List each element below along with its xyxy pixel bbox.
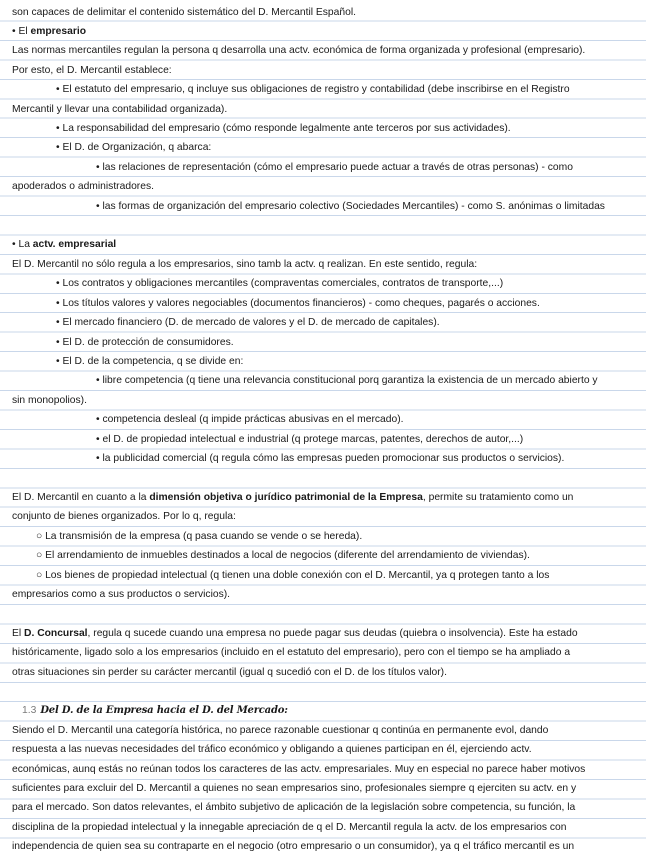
- list-item: • las formas de organización del empresario colectivo (Sociedades Mercantiles) - como S. anónimas o limitadas: [96, 201, 605, 212]
- text-run: El: [12, 628, 25, 639]
- list-item: • Los contratos y obligaciones mercantiles (compraventas comerciales, contratos de transporte,...): [56, 278, 504, 289]
- list-item: ○ La transmisión de la empresa (q pasa cuando se vende o se hereda).: [36, 531, 363, 542]
- text-line: para el mercado. Son datos relevantes, el ámbito subjetivo de aplicación de la legislación sobre competencia, su función, la: [12, 802, 576, 813]
- text-run: , regula q sucede cuando una empresa no puede pagar sus deudas (quiebra o insolvencia). Este ha estado: [87, 628, 578, 639]
- list-item: • libre competencia (q tiene una relevancia constitucional porq garantiza la existencia de un mercado abierto y: [96, 375, 598, 386]
- section-heading-empresario: [12, 24, 630, 43]
- text-line: [12, 490, 630, 509]
- text-line: Mercantil y llevar una contabilidad organizada).: [12, 104, 228, 115]
- list-item: • El D. de Organización, q abarca:: [56, 142, 212, 153]
- heading-prefix: • El: [12, 26, 31, 37]
- list-item: • El D. de la competencia, q se divide en:: [56, 356, 244, 367]
- list-item: • la publicidad comercial (q regula cómo las empresas pueden promocionar sus productos o servicios).: [96, 453, 565, 464]
- text-line: Las normas mercantiles regulan la persona q desarrolla una actv. económica de forma organizada y profesional (empresario).: [12, 45, 586, 56]
- heading-prefix: • La: [12, 239, 33, 250]
- text-line: sin monopolios).: [12, 395, 87, 406]
- text-line: suficientes para excluir del D. Mercantil a quienes no sean empresarios sino, profesionales siempre q ejerciten su actv. en y: [12, 783, 577, 794]
- text-line: históricamente, ligado solo a los empresarios (incluido en el estatuto del empresario), pero con el tiempo se ha ampliado a: [12, 647, 571, 658]
- text-line: independencia de quien sea su contraparte en el negocio (otro empresario o un consumidor), ya q el tráfico mercantil es un: [12, 841, 575, 852]
- list-item: • El mercado financiero (D. de mercado de valores y el D. de mercado de capitales).: [56, 317, 440, 328]
- heading-term: empresario: [30, 26, 87, 37]
- text-line: empresarios como a sus productos o servicios).: [12, 589, 231, 600]
- bold-term: D. Concursal: [24, 628, 88, 639]
- heading-term: actv. empresarial: [32, 239, 117, 250]
- heading-number: 1.3: [22, 705, 37, 716]
- bold-term: dimensión objetiva o jurídico patrimonial de la Empresa: [149, 492, 423, 503]
- text-run: El D. Mercantil en cuanto a la: [12, 492, 150, 503]
- list-item: ○ El arrendamiento de inmuebles destinados a local de negocios (diferente del arrendamiento de viviendas).: [36, 550, 530, 561]
- text-line: [12, 626, 630, 645]
- text-line: apoderados o administradores.: [12, 181, 154, 192]
- list-item: • el D. de propiedad intelectual e industrial (q protege marcas, patentes, derechos de autor,...): [96, 434, 524, 445]
- text-line: otras situaciones sin perder su carácter mercantil (igual q sucedió con el D. de los títulos valor).: [12, 667, 447, 678]
- list-item: • La responsabilidad del empresario (cómo responde legalmente ante terceros por sus actividades).: [56, 123, 511, 134]
- text-line: son capaces de delimitar el contenido sistemático del D. Mercantil Español.: [12, 7, 356, 18]
- list-item: • las relaciones de representación (cómo el empresario puede actuar a través de otras personas) - como: [96, 162, 573, 173]
- list-item: • El estatuto del empresario, q incluye sus obligaciones de registro y contabilidad (debe inscribirse en el Registro: [56, 84, 570, 95]
- list-item: • Los títulos valores y valores negociables (documentos financieros) - como cheques, pagarés o acciones.: [56, 298, 540, 309]
- handwritten-heading: [12, 703, 630, 722]
- text-line: respuesta a las nuevas necesidades del tráfico económico y obligando a quienes participan en él, ejerciendo actv.: [12, 744, 532, 755]
- list-item: • El D. de protección de consumidores.: [56, 337, 234, 348]
- list-item: • competencia desleal (q impide prácticas abusivas en el mercado).: [96, 414, 404, 425]
- section-heading-actv: [12, 237, 630, 256]
- text-line: Por esto, el D. Mercantil establece:: [12, 65, 172, 76]
- heading-text: Del D. de la Empresa hacia el D. del Mercado:: [40, 705, 288, 716]
- text-line: económicas, aunq estás no reúnan todos los caracteres de las actv. empresariales. Muy en especial no parece haber motivos: [12, 764, 586, 775]
- text-line: Siendo el D. Mercantil una categoría histórica, no parece razonable cuestionar q continúa en permanente evol, dando: [12, 725, 549, 736]
- text-line: El D. Mercantil no sólo regula a los empresarios, sino tamb la actv. q realizan. En este sentido, regula:: [12, 259, 478, 270]
- text-line: conjunto de bienes organizados. Por lo q, regula:: [12, 511, 236, 522]
- text-run: , permite su tratamiento como un: [422, 492, 574, 503]
- list-item: ○ Los bienes de propiedad intelectual (q tienen una doble conexión con el D. Mercantil, ya q protegen tanto a los: [36, 570, 550, 581]
- text-line: disciplina de la propiedad intelectual y la innegable apreciación de q el D. Mercantil regula la actv. de los empresarios con: [12, 822, 567, 833]
